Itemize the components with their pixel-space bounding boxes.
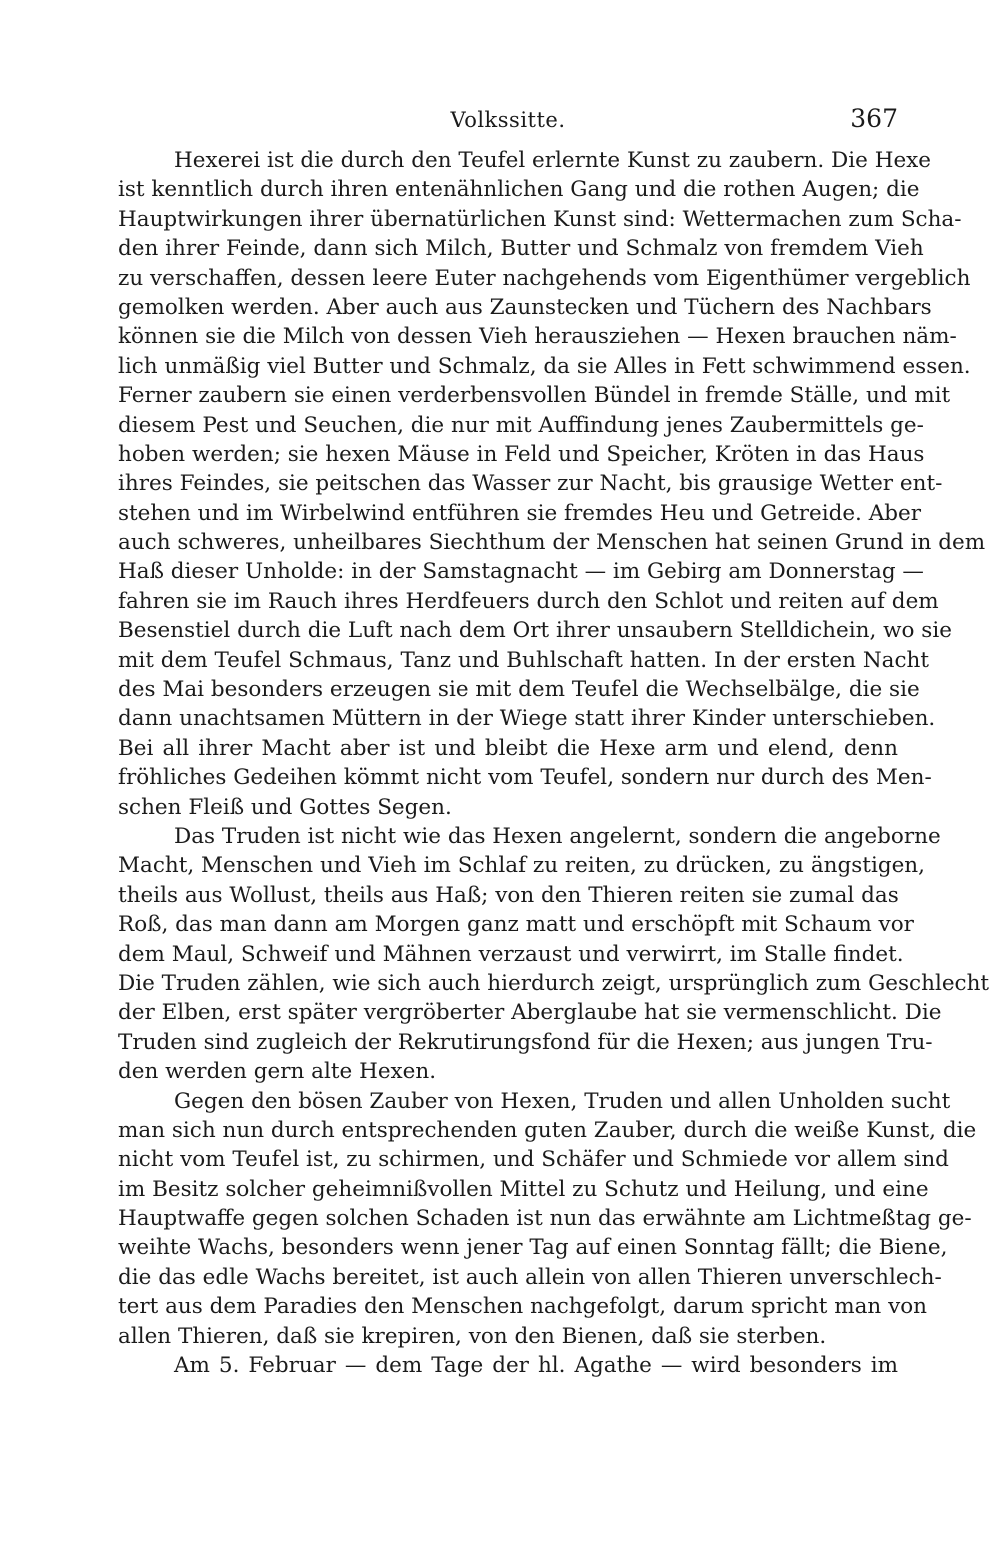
text-line: Besenstiel durch die Luft nach dem Ort ihrer unsaubern Stelldichein, wo sie — [118, 618, 952, 644]
text-line: dem Maul, Schweif und Mähnen verzaust und verwirrt, im Stalle findet. — [118, 941, 904, 967]
text-line: Die Truden zählen, wie sich auch hierdurch zeigt, ursprünglich zum Geschlecht — [118, 970, 990, 996]
text-line: man sich nun durch entsprechenden guten Zauber, durch die weiße Kunst, die — [118, 1117, 977, 1143]
text-line: Haß dieser Unholde: in der Samstagnacht — im Gebirg am Donnerstag — — [118, 559, 924, 585]
text-line: schen Fleiß und Gottes Segen. — [118, 794, 452, 820]
text-line: tert aus dem Paradies den Menschen nachgefolgt, darum spricht man von — [118, 1294, 928, 1320]
text-line: diesem Pest und Seuchen, die nur mit Auffindung jenes Zaubermittels ge- — [118, 412, 924, 438]
page-number: 367 — [850, 104, 898, 133]
running-head — [118, 104, 898, 138]
text-line: der Elben, erst später vergröberter Aberglaube hat sie vermenschlicht. Die — [118, 1000, 942, 1026]
text-line: des Mai besonders erzeugen sie mit dem Teufel die Wechselbälge, die sie — [118, 677, 920, 703]
text-line: allen Thieren, daß sie krepiren, von den Bienen, daß sie sterben. — [118, 1323, 827, 1349]
text-line: Macht, Menschen und Vieh im Schlaf zu reiten, zu drücken, zu ängstigen, — [118, 853, 925, 879]
text-line: nicht vom Teufel ist, zu schirmen, und Schäfer und Schmiede vor allem sind — [118, 1147, 949, 1173]
text-line: dann unachtsamen Müttern in der Wiege statt ihrer Kinder unterschieben. — [118, 706, 936, 732]
text-line: Hauptwaffe gegen solchen Schaden ist nun das erwähnte am Lichtmeßtag ge- — [118, 1206, 972, 1232]
text-line: fröhliches Gedeihen kömmt nicht vom Teufel, sondern nur durch des Men- — [118, 765, 932, 791]
text-line: ihres Feindes, sie peitschen das Wasser zur Nacht, bis grausige Wetter ent- — [118, 471, 943, 497]
text-line: mit dem Teufel Schmaus, Tanz und Buhlschaft hatten. In der ersten Nacht — [118, 647, 929, 673]
text-line: auch schweres, unheilbares Siechthum der Menschen hat seinen Grund in dem — [118, 530, 986, 556]
text-line: theils aus Wollust, theils aus Haß; von den Thieren reiten sie zumal das — [118, 882, 899, 908]
text-line: Hexerei ist die durch den Teufel erlernte Kunst zu zaubern. Die Hexe — [174, 148, 932, 173]
text-line: Gegen den bösen Zauber von Hexen, Truden und allen Unholden sucht — [174, 1088, 951, 1114]
text-line: Hauptwirkungen ihrer übernatürlichen Kunst sind: Wettermachen zum Scha- — [118, 206, 962, 232]
text-line: lich unmäßig viel Butter und Schmalz, da sie Alles in Fett schwimmend essen. — [118, 353, 971, 379]
text-line: stehen und im Wirbelwind entführen sie fremdes Heu und Getreide. Aber — [118, 500, 922, 526]
text-line: gemolken werden. Aber auch aus Zaunstecken und Tüchern des Nachbars — [118, 294, 932, 320]
text-line: die das edle Wachs bereitet, ist auch allein von allen Thieren unverschlech- — [118, 1264, 942, 1290]
text-line: weihte Wachs, besonders wenn jener Tag auf einen Sonntag fällt; die Biene, — [118, 1235, 948, 1261]
text-line: Truden sind zugleich der Rekrutirungsfond für die Hexen; aus jungen Tru- — [118, 1029, 933, 1055]
text-line: im Besitz solcher geheimnißvollen Mittel zu Schutz und Heilung, und eine — [118, 1176, 929, 1202]
running-head-title: Volkssitte. — [450, 108, 566, 132]
text-line: den ihrer Feinde, dann sich Milch, Butter und Schmalz von fremdem Vieh — [118, 236, 924, 262]
text-line: Das Truden ist nicht wie das Hexen angelernt, sondern die angeborne — [174, 823, 941, 849]
text-line: können sie die Milch von dessen Vieh herausziehen — Hexen brauchen näm- — [118, 324, 957, 350]
text-line: fahren sie im Rauch ihres Herdfeuers durch den Schlot und reiten auf dem — [118, 588, 939, 614]
text-line: ist kenntlich durch ihren entenähnlichen Gang und die rothen Augen; die — [118, 177, 920, 203]
body-text — [118, 146, 990, 1380]
text-line: Roß, das man dann am Morgen ganz matt und erschöpft mit Schaum vor — [118, 912, 914, 938]
text-line: den werden gern alte Hexen. — [118, 1059, 437, 1085]
text-line: hoben werden; sie hexen Mäuse in Feld und Speicher, Kröten in das Haus — [118, 441, 925, 467]
text-line: Ferner zaubern sie einen verderbensvollen Bündel in fremde Ställe, und mit — [118, 383, 951, 409]
text-line: zu verschaffen, dessen leere Euter nachgehends vom Eigenthümer vergeblich — [118, 265, 971, 291]
text-line: Bei all ihrer Macht aber ist und bleibt die Hexe arm und elend, denn — [118, 735, 898, 761]
text-line: Am 5. Februar — dem Tage der hl. Agathe — wird besonders im — [174, 1353, 898, 1379]
